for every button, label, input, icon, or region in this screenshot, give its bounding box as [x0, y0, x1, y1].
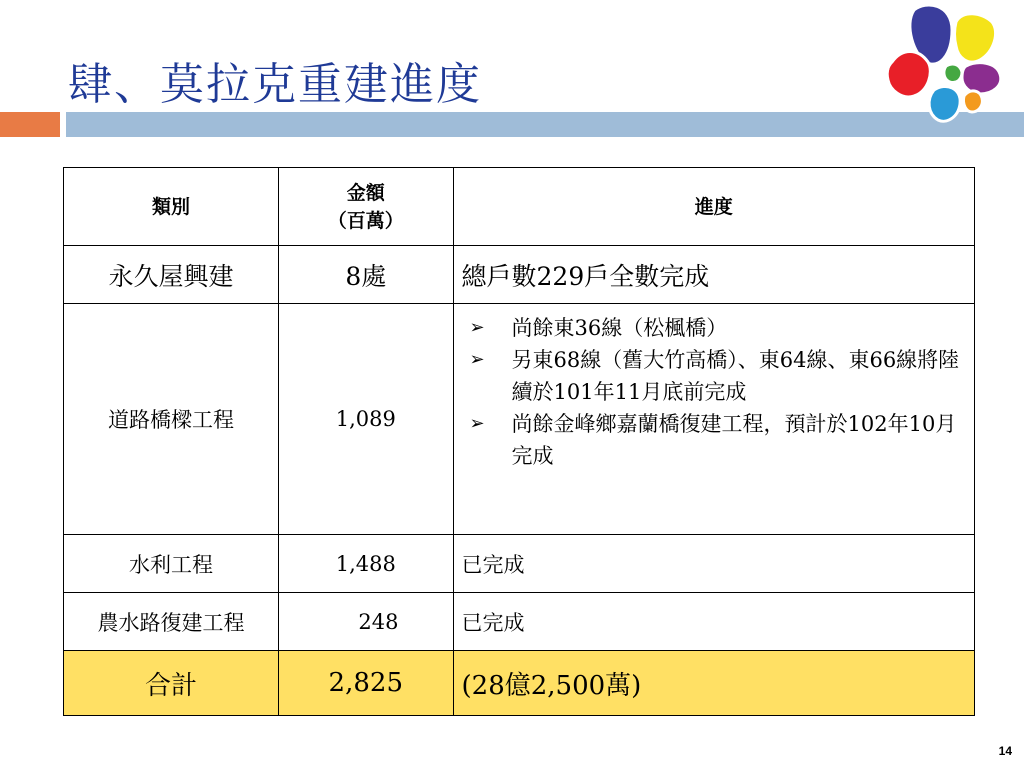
table-row — [64, 593, 975, 651]
cell-amount: 1,488 — [279, 535, 454, 593]
header-amount-line2: （百萬） — [327, 209, 404, 232]
header-category: 類別 — [64, 168, 279, 246]
cell-category: 農水路復建工程 — [64, 593, 279, 651]
progress-table — [63, 167, 975, 716]
accent-bar-blue — [66, 112, 1024, 137]
cell-amount: 8處 — [279, 246, 454, 304]
cell-amount: 1,089 — [279, 304, 454, 535]
cell-amount: 248 — [279, 593, 454, 651]
cell-progress — [453, 304, 974, 535]
slide-title: 肆、莫拉克重建進度 — [68, 59, 482, 110]
table-row — [64, 304, 975, 535]
bullet-text: 尚餘東36線（松楓橋） — [511, 316, 728, 340]
page-number: 14 — [998, 744, 1012, 758]
table-total-row — [64, 651, 975, 716]
header-amount-line1: 金額 — [346, 181, 385, 204]
arrow-bullet-icon: ➢ — [469, 317, 485, 338]
bullet-text: 另東68線（舊大竹高橋）、東64線、東66線將陸續於101年11月底前完成 — [511, 348, 960, 404]
arrow-bullet-icon: ➢ — [469, 349, 485, 370]
flower-logo — [884, 0, 1024, 132]
cell-category: 水利工程 — [64, 535, 279, 593]
progress-bullet-list — [462, 312, 964, 472]
list-item — [462, 408, 964, 472]
cell-category: 永久屋興建 — [64, 246, 279, 304]
accent-bar-orange — [0, 112, 60, 137]
cell-progress: 總戶數229戶全數完成 — [453, 246, 974, 304]
header-amount — [279, 168, 454, 246]
table-header-row — [64, 168, 975, 246]
cell-progress: 已完成 — [453, 593, 974, 651]
header-progress: 進度 — [453, 168, 974, 246]
list-item — [462, 344, 964, 408]
cell-category: 道路橋樑工程 — [64, 304, 279, 535]
bullet-text: 尚餘金峰鄉嘉蘭橋復建工程，預計於102年10月完成 — [511, 412, 957, 468]
total-amount: 2,825 — [279, 651, 454, 716]
list-item — [462, 312, 964, 344]
total-progress: (28億2,500萬) — [453, 651, 974, 716]
cell-progress: 已完成 — [453, 535, 974, 593]
table-row — [64, 246, 975, 304]
table-row — [64, 535, 975, 593]
total-category: 合計 — [64, 651, 279, 716]
arrow-bullet-icon: ➢ — [469, 413, 485, 434]
